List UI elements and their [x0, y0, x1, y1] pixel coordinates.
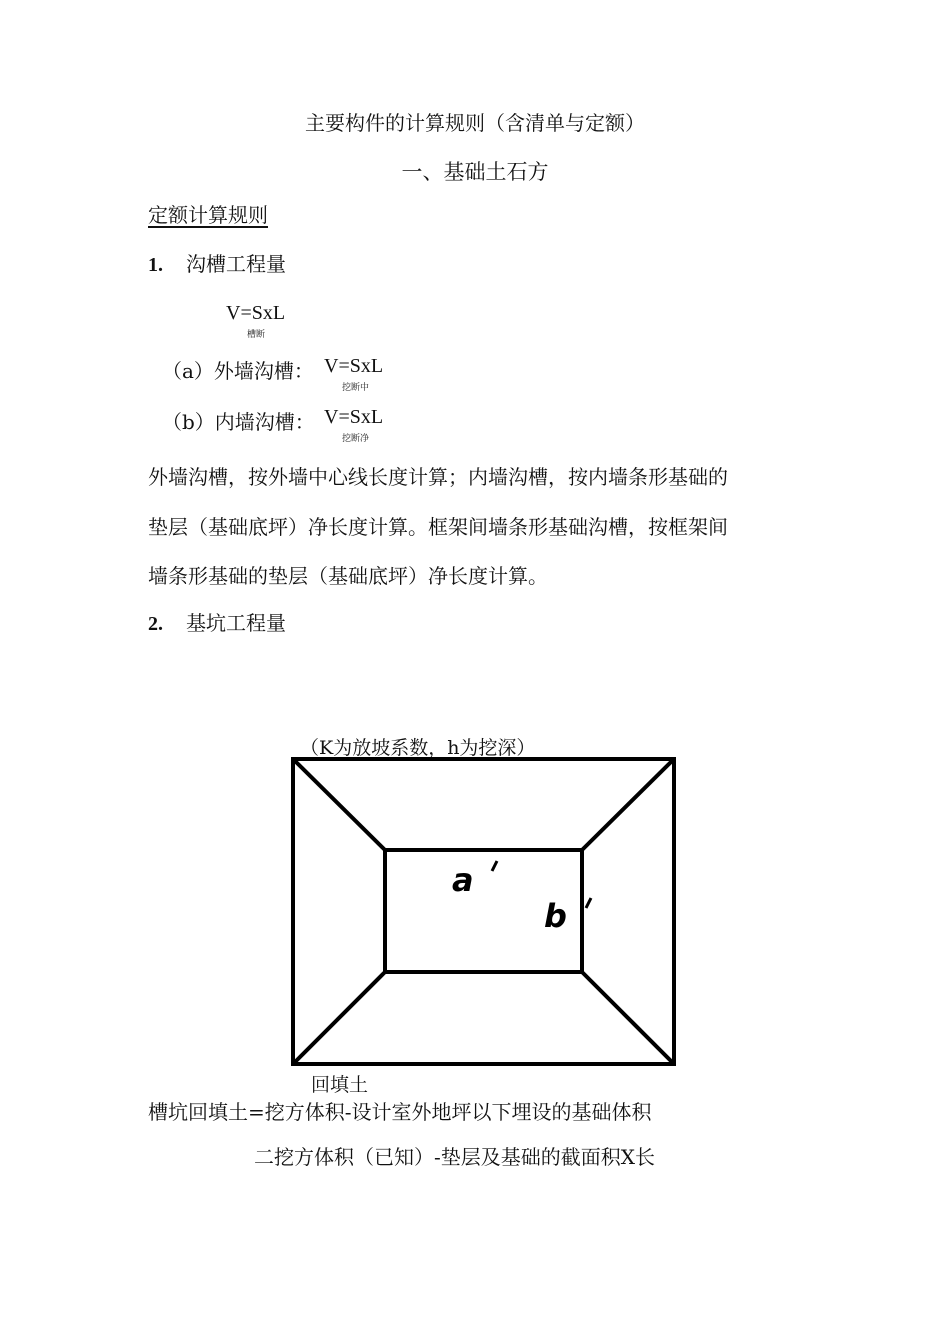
subsection-heading: 定额计算规则 — [148, 203, 268, 227]
figure-caption: （K为放坡系数，h为挖深） — [300, 737, 536, 759]
pit-plan-diagram — [290, 757, 678, 1067]
backfill-formula-line1: 槽坑回填土=挖方体积-设计室外地坪以下埋设的基础体积 — [148, 1100, 652, 1124]
formula-main-subscript: 槽断 — [247, 330, 266, 340]
item-1-label: 沟槽工程量 — [186, 252, 286, 276]
item-2-heading — [148, 607, 286, 636]
formula-b-subscript: 挖断净 — [342, 434, 370, 444]
formula-a-subscript: 挖断中 — [342, 383, 370, 393]
item-2-number: 2. — [148, 613, 163, 635]
prime-mark-b — [586, 898, 591, 908]
formula-b-label: （b）内墙沟槽： — [162, 410, 315, 434]
label-a: a — [452, 861, 474, 899]
item-1-heading — [148, 248, 286, 277]
item-2-label: 基坑工程量 — [186, 611, 286, 635]
formula-b: V=SxL — [324, 406, 384, 428]
item-1-number: 1. — [148, 254, 163, 276]
paragraph-line: 外墙沟槽，按外墙中心线长度计算；内墙沟槽，按内墙条形基础的 — [148, 465, 728, 489]
paragraph-line: 墙条形基础的垫层（基础底坪）净长度计算。 — [148, 564, 548, 588]
outer-rectangle — [293, 759, 674, 1064]
label-b: b — [544, 897, 567, 935]
section-heading: 一、基础土石方 — [401, 160, 549, 184]
page-title: 主要构件的计算规则（含清单与定额） — [305, 111, 645, 135]
formula-a: V=SxL — [324, 355, 384, 377]
corner-line-top-left — [293, 759, 385, 850]
formula-a-label: （a）外墙沟槽： — [162, 359, 314, 383]
formula-main: V=SxL — [226, 302, 286, 324]
backfill-label: 回填土 — [311, 1074, 369, 1096]
paragraph-line: 垫层（基础底坪）净长度计算。框架间墙条形基础沟槽，按框架间 — [148, 515, 728, 539]
prime-mark-a — [492, 861, 497, 871]
corner-line-top-right — [582, 759, 674, 850]
corner-line-bottom-left — [293, 972, 385, 1064]
backfill-formula-line2: 二挖方体积（已知）-垫层及基础的截面积X长 — [254, 1145, 655, 1169]
corner-line-bottom-right — [582, 972, 674, 1064]
